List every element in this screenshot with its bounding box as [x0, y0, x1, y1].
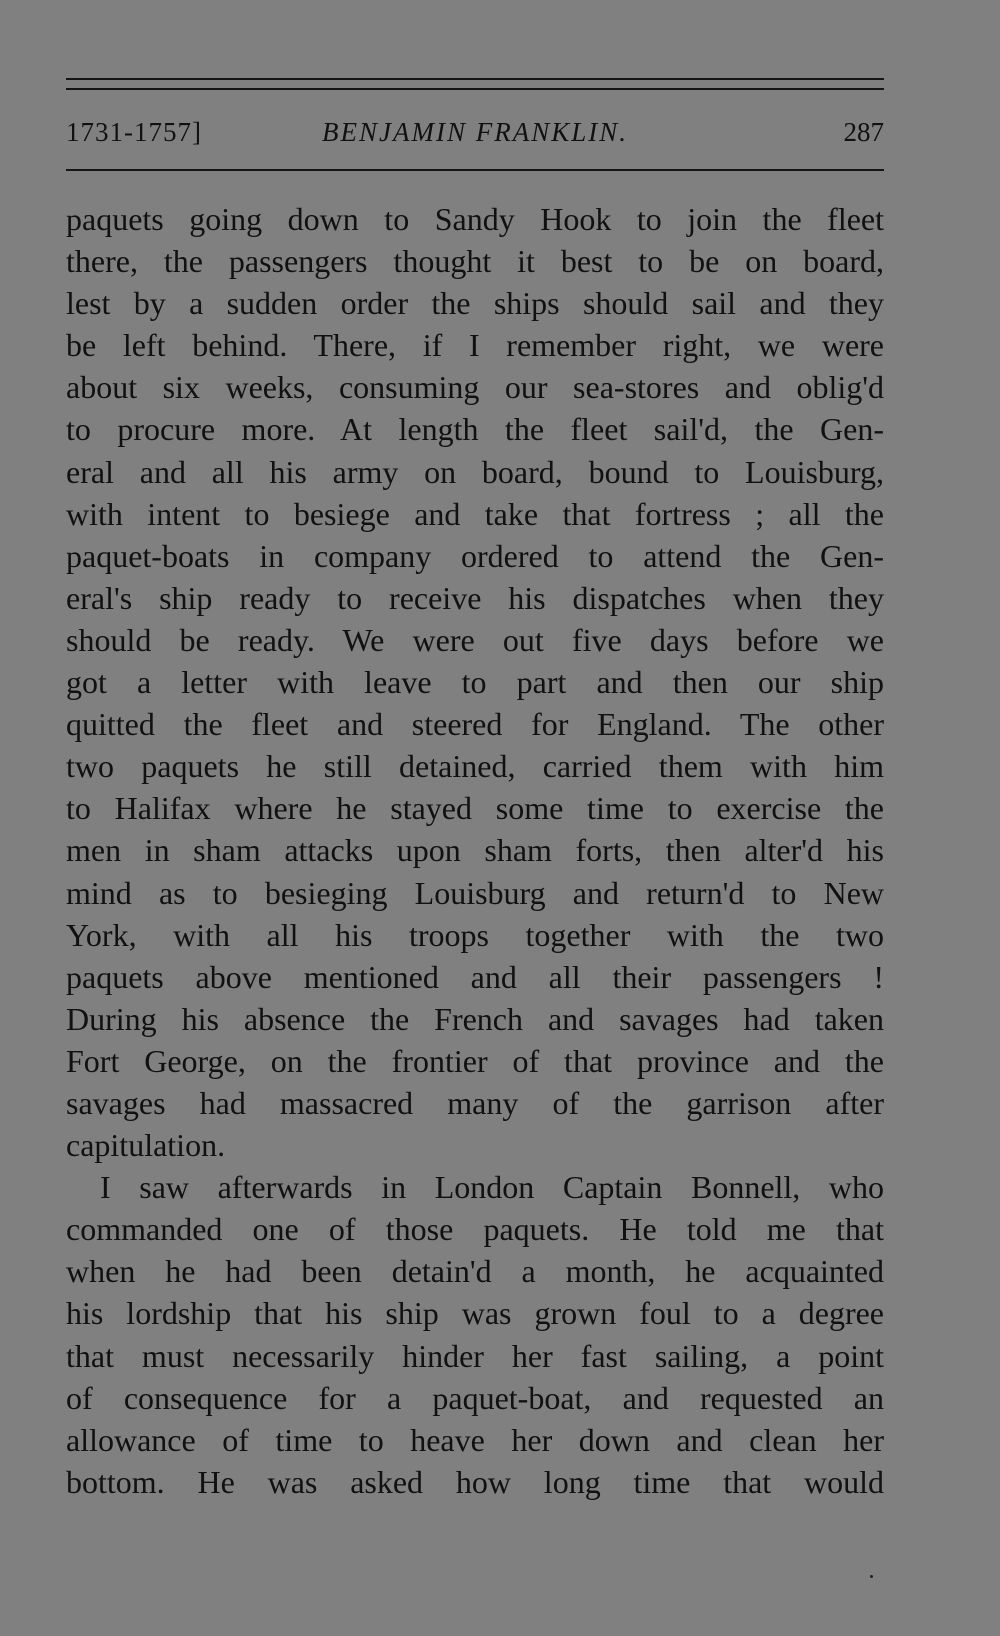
text-line: that must necessarily hinder her fast sailing, a point: [66, 1337, 884, 1374]
top-double-rule-lower: [66, 88, 884, 90]
text-line: During his absence the French and savages had taken: [66, 1000, 884, 1037]
text-line: to procure more. At length the fleet sail'd, the Gen-: [66, 411, 884, 448]
text-line: eral and all his army on board, bound to Louisburg,: [66, 453, 884, 490]
text-line: mind as to besieging Louisburg and return'd to New: [66, 874, 884, 911]
text-line: lest by a sudden order the ships should sail and they: [66, 285, 884, 322]
header-title: BENJAMIN FRANKLIN.: [322, 117, 628, 147]
text-line: his lordship that his ship was grown foul to a degree: [66, 1295, 884, 1332]
text-line: should be ready. We were out five days before we: [66, 621, 884, 658]
text-line: paquet-boats in company ordered to attend the Gen-: [66, 537, 884, 574]
text-line: bottom. He was asked how long time that would: [66, 1463, 884, 1500]
body-text: [66, 198, 884, 1503]
text-line: got a letter with leave to part and then our ship: [66, 664, 884, 701]
text-line: allowance of time to heave her down and clean her: [66, 1421, 884, 1458]
paragraph-1: [66, 198, 884, 1166]
header-date-range: 1731-1757]: [66, 117, 202, 147]
text-line: two paquets he still detained, carried them with him: [66, 748, 884, 785]
text-line: when he had been detain'd a month, he acquainted: [66, 1253, 884, 1290]
text-line: paquets going down to Sandy Hook to join the fleet: [66, 201, 884, 237]
text-line: savages had massacred many of the garrison after: [66, 1084, 884, 1121]
running-header: [66, 112, 884, 152]
text-line: to Halifax where he stayed some time to exercise the: [66, 790, 884, 827]
text-line: about six weeks, consuming our sea-stores and oblig'd: [66, 369, 884, 406]
text-line: Fort George, on the frontier of that province and the: [66, 1042, 884, 1079]
text-line: York, with all his troops together with the two: [66, 916, 884, 953]
text-line: eral's ship ready to receive his dispatches when they: [66, 579, 884, 616]
ink-speck: [870, 1575, 873, 1578]
top-double-rule-upper: [66, 78, 884, 80]
text-line: commanded one of those paquets. He told me that: [66, 1211, 884, 1248]
text-line: be left behind. There, if I remember right, we were: [66, 327, 884, 364]
paragraph-2: [66, 1166, 884, 1503]
text-line: capitulation.: [66, 1127, 226, 1164]
text-line: men in sham attacks upon sham forts, then alter'd his: [66, 832, 884, 869]
text-line: with intent to besiege and take that fortress ; all the: [66, 495, 884, 532]
text-line: there, the passengers thought it best to be on board,: [66, 243, 884, 280]
text-line: I saw afterwards in London Captain Bonnell, who: [100, 1169, 884, 1206]
page-number: 287: [843, 117, 884, 147]
text-line: quitted the fleet and steered for England. The other: [66, 706, 884, 743]
text-line: of consequence for a paquet-boat, and requested an: [66, 1379, 884, 1416]
header-rule: [66, 169, 884, 171]
text-line: paquets above mentioned and all their passengers !: [66, 958, 884, 995]
